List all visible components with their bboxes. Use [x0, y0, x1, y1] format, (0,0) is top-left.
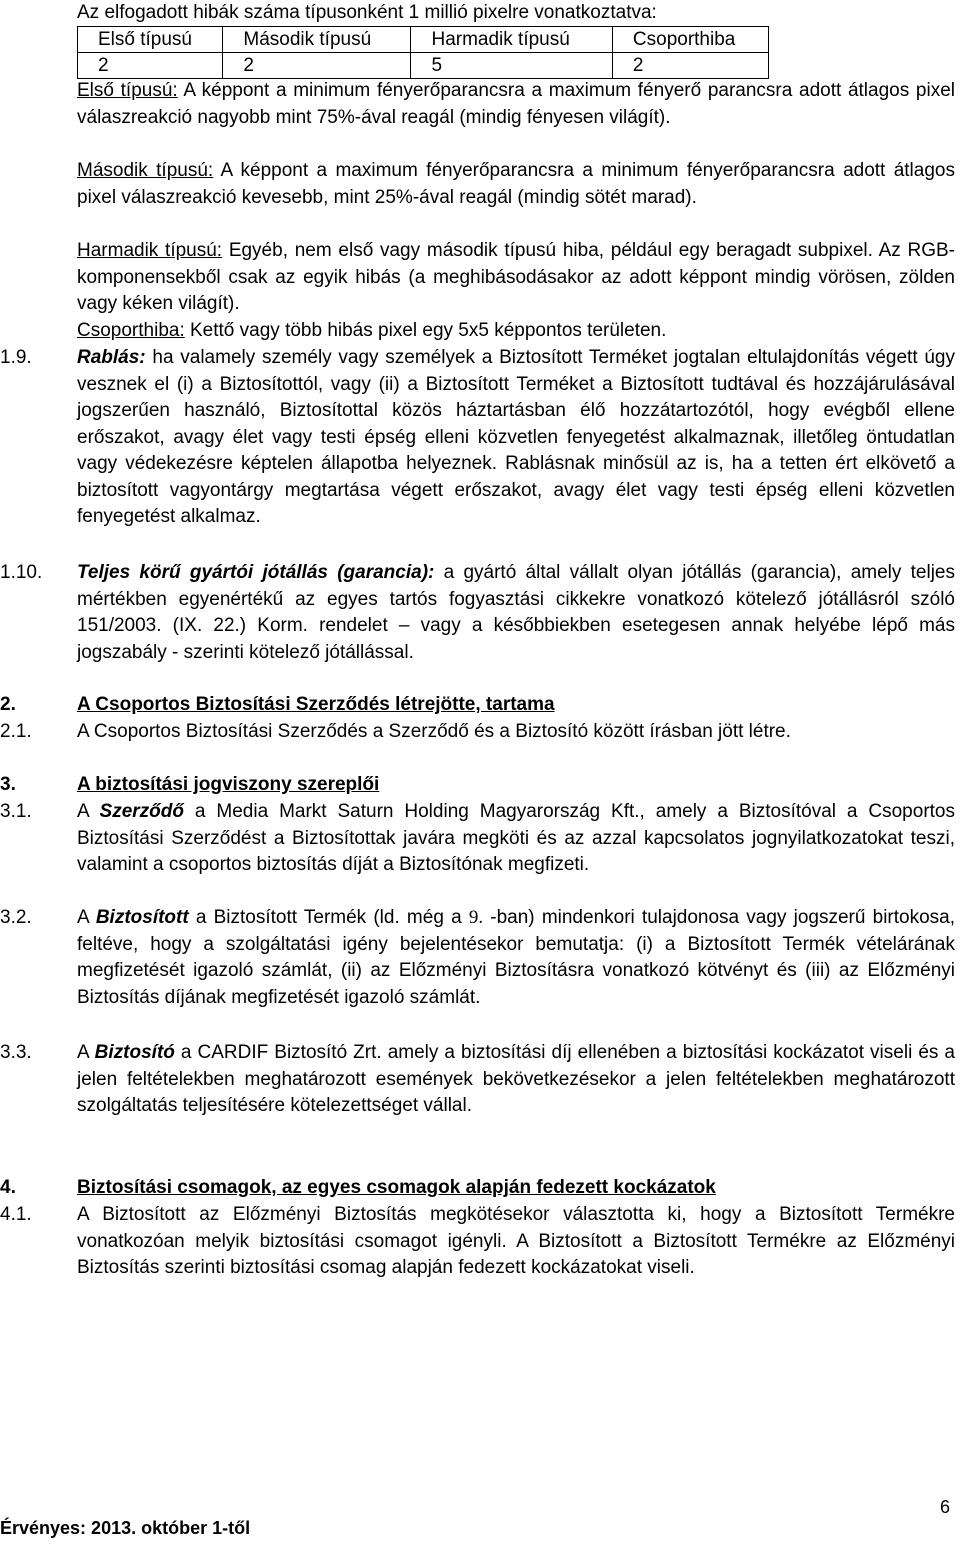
third-type-text: Egyéb, nem első vagy második típusú hiba, például egy beragadt subpixel. Az RGB-komponensekből csak az egyik hibás (a meghibásodásakor az adott képpont mindig vörösen, zölden vagy kéken világít). [77, 240, 955, 314]
insurer-term: Biztosító [94, 1042, 175, 1063]
section-number: 3.2. [0, 907, 32, 928]
defect-table [77, 26, 769, 79]
group-defect-text: Kettő vagy több hibás pixel egy 5x5 képpontos területen. [184, 320, 667, 341]
warranty-term: Teljes körű gyártói jótállás (garancia): [77, 562, 435, 583]
paragraph-text: a CARDIF Biztosító Zrt. amely a biztosítási díj ellenében a biztosítási kockázatot viseli és a jelen feltételekben meghatározott események bekövetkezésekor a jelen feltételekben meghatározott szolgáltatás teljesítésére kötelezettséget vállal. [77, 1042, 955, 1116]
second-type-definition [77, 158, 955, 211]
section-number: 1.9. [0, 347, 32, 368]
robbery-term: Rablás: [77, 347, 146, 368]
section-number: 2. [0, 694, 16, 715]
third-type-definition [77, 238, 955, 318]
table-row [78, 27, 769, 53]
section-paragraph: A Csoportos Biztosítási Szerződés a Szerződő és a Biztosító között írásban jött létre. [77, 721, 791, 742]
section-heading: A Csoportos Biztosítási Szerződés létrejötte, tartama [77, 694, 555, 715]
section-number: 4.1. [0, 1204, 32, 1225]
table-header-cell: Második típusú [223, 27, 411, 53]
section-number: 3. [0, 774, 16, 795]
robbery-text: ha valamely személy vagy személyek a Biztosított Terméket jogtalan eltulajdonítás végett úgy vesznek el (i) a Biztosítottól, vagy (ii) a Biztosított Terméket a Biztosított tudtával és hozzájárulásával jogszerűen használó, Biztosítottal közös háztartásban élő hozzátartozótól, hogy evégből ellene erőszakot, avagy élet vagy testi épség elleni közvetlen fenyegetést alkalmaznak, illetőleg öntudatlan vagy védekezésre képtelen állapotba helyeznek. Rablásnak minősül az is, ha a tetten ért elkövető a biztosított vagyontárgy megtartása végett erőszakot, avagy élet vagy testi épség elleni közvetlen fenyegetést alkalmaz. [77, 347, 955, 527]
section-number: 3.3. [0, 1042, 32, 1063]
table-header-cell: Első típusú [78, 27, 223, 53]
second-type-text: A képpont a maximum fényerőparancsra a minimum fényerőparancsra adott átlagos pixel válaszreakció kevesebb, mint 25%-ával reagál (mindig sötét marad). [77, 160, 955, 208]
section-heading: Biztosítási csomagok, az egyes csomagok alapján fedezett kockázatok [77, 1177, 716, 1198]
paragraph-text: A [77, 801, 100, 822]
paragraph-text: A [77, 1042, 95, 1063]
section-reference: 9. [468, 907, 484, 928]
table-cell: 2 [223, 53, 411, 79]
section-number: 3.1. [0, 801, 32, 822]
paragraph-text: A [77, 907, 96, 928]
section-heading: A biztosítási jogviszony szereplői [77, 774, 380, 795]
section-number: 4. [0, 1177, 16, 1198]
insured-paragraph [77, 905, 955, 1011]
section-number: 1.10. [0, 562, 43, 583]
section-paragraph: A Biztosított az Előzményi Biztosítás megkötésekor választotta ki, hogy a Biztosított Termékre vonatkozóan melyik biztosítási csomagot igényli. A Biztosított a Biztosított Termékre az Előzményi Biztosítás szerinti biztosítási csomag alapján fedezett kockázatokat viseli. [77, 1204, 955, 1278]
paragraph-text: -ban) mindenkori tulajdonosa vagy jogszerű birtokosa, feltéve, hogy a szolgáltatási igény bejelentésekor bemutatja: (i) a Biztosított Termék vételárának megfizetését igazoló számlát, (ii) az Előzményi Biztosításra vonatkozó kötvényt és (iii) az Előzményi Biztosítás díjának megfizetését igazoló számlát. [77, 907, 955, 1008]
warranty-text: a gyártó által vállalt olyan jótállás (garancia), amely teljes mértékben egyenértékű az egyes tartós fogyasztási cikkekre vonatkozó kötelező jótállásról szóló 151/2003. (IX. 22.) Korm. rendelet – vagy a későbbiekben esetegesen annak helyébe lépő más jogszabály - szerinti kötelező jótállással. [77, 562, 955, 663]
table-cell: 2 [612, 53, 768, 79]
first-type-text: A képpont a minimum fényerőparancsra a maximum fényerő parancsra adott átlagos pixel válaszreakció nagyobb mint 75%-ával reagál (mindig fényesen világít). [77, 80, 955, 128]
contractor-paragraph [77, 799, 955, 879]
group-defect-definition [77, 318, 955, 345]
section-number: 2.1. [0, 721, 32, 742]
table-cell: 2 [78, 53, 223, 79]
first-type-definition [77, 78, 955, 131]
warranty-definition [77, 560, 955, 666]
second-type-label: Második típusú: [77, 160, 214, 181]
contractor-term: Szerződő [99, 801, 184, 822]
validity-footer: Érvényes: 2013. október 1-től [0, 1518, 251, 1538]
insurer-paragraph [77, 1040, 955, 1120]
defect-intro: Az elfogadott hibák száma típusonként 1 millió pixelre vonatkoztatva: [77, 2, 657, 23]
robbery-definition [77, 345, 955, 531]
group-defect-label: Csoporthiba: [77, 320, 185, 341]
paragraph-text: a Biztosított Termék (ld. még a [188, 907, 469, 928]
page-number: 6 [940, 1497, 951, 1517]
table-header-cell: Csoporthiba [612, 27, 768, 53]
table-row [78, 53, 769, 79]
insured-term: Biztosított [95, 907, 189, 928]
table-header-cell: Harmadik típusú [411, 27, 612, 53]
third-type-label: Harmadik típusú: [77, 240, 223, 261]
first-type-label: Első típusú: [77, 80, 178, 101]
table-cell: 5 [411, 53, 612, 79]
paragraph-text: a Media Markt Saturn Holding Magyarország Kft., amely a Biztosítóval a Csoportos Biztosítási Szerződést a Biztosítottak javára megköti és az azzal kapcsolatos jognyilatkozatokat teszi, valamint a csoportos biztosítás díját a Biztosítónak megfizeti. [77, 801, 955, 875]
